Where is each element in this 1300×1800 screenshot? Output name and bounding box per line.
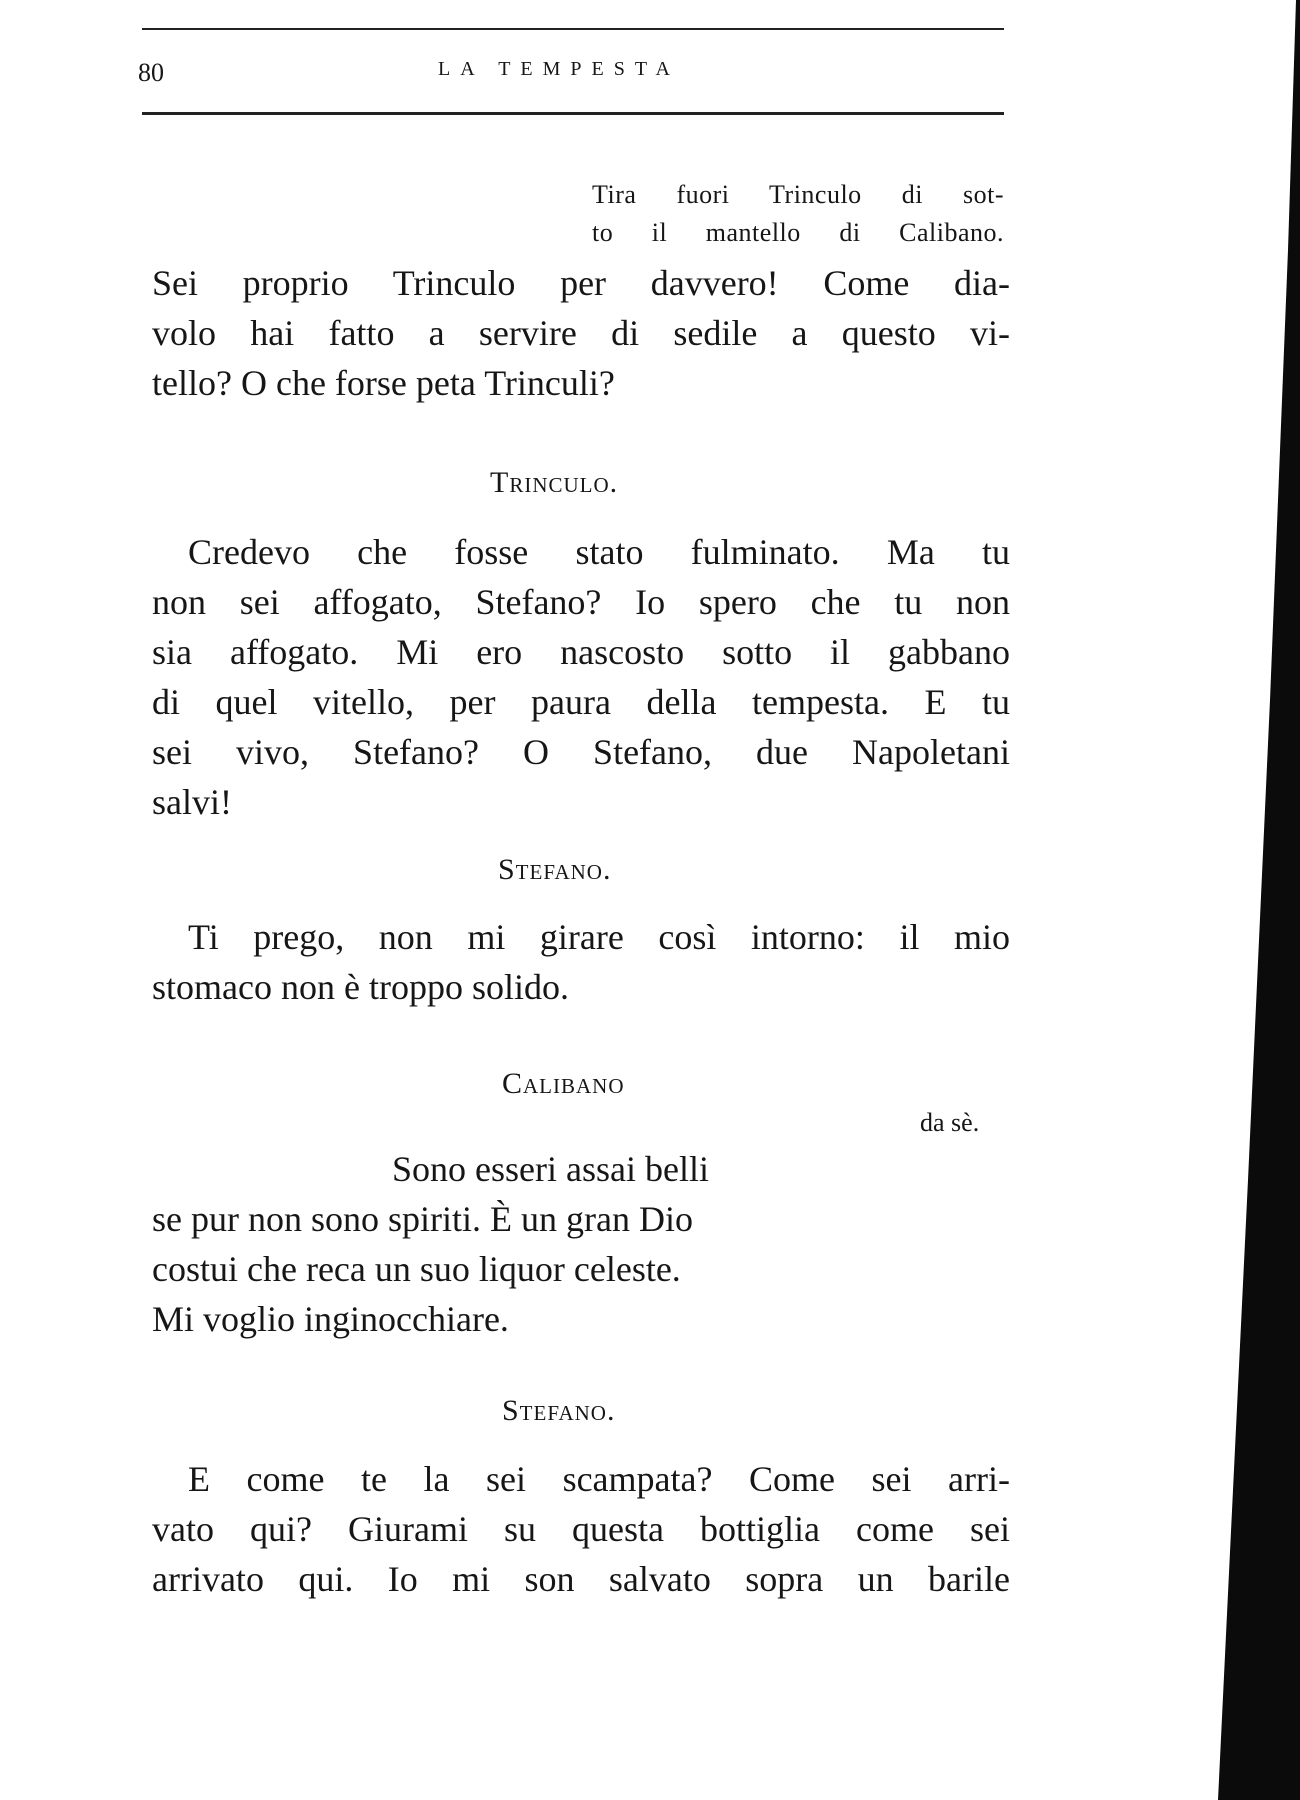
text-line: volo hai fatto a servire di sedile a questo vi- xyxy=(152,313,1010,353)
verse-line: costui che reca un suo liquor celeste. xyxy=(152,1249,681,1289)
stage-direction-line: to il mantello di Calibano. xyxy=(592,218,1004,247)
speech-block-2 xyxy=(152,527,1010,827)
speaker-name-stefano-2: Stefano. xyxy=(502,1394,616,1427)
verse-line: Sono esseri assai belli xyxy=(392,1149,709,1189)
text-line: E come te la sei scampata? Come sei arri- xyxy=(188,1459,1010,1499)
text-line: di quel vitello, per paura della tempesta. E tu xyxy=(152,682,1010,722)
verse-block xyxy=(152,1144,709,1344)
page-number: 80 xyxy=(138,58,164,87)
stage-direction xyxy=(592,176,1004,252)
text-line: salvi! xyxy=(152,782,232,822)
verse-line: Mi voglio inginocchiare. xyxy=(152,1299,509,1339)
header-top-rule xyxy=(142,28,1004,30)
speaker-name-stefano: Stefano. xyxy=(498,853,612,886)
speech-block-3 xyxy=(152,912,1010,1012)
text-line: tello? O che forse peta Trinculi? xyxy=(152,363,615,403)
verse-line: se pur non sono spiriti. È un gran Dio xyxy=(152,1199,693,1239)
text-line: Sei proprio Trinculo per davvero! Come dia- xyxy=(152,263,1010,303)
text-line: stomaco non è troppo solido. xyxy=(152,967,569,1007)
text-line: arrivato qui. Io mi son salvato sopra un barile xyxy=(152,1559,1010,1599)
text-line: Ti prego, non mi girare così intorno: il mio xyxy=(188,917,1010,957)
speech-block-1 xyxy=(152,258,1010,408)
header-bottom-rule xyxy=(142,112,1004,115)
text-line: sei vivo, Stefano? O Stefano, due Napoletani xyxy=(152,732,1010,772)
text-line: sia affogato. Mi ero nascosto sotto il gabbano xyxy=(152,632,1010,672)
text-line: Credevo che fosse stato fulminato. Ma tu xyxy=(188,532,1010,572)
text-line: non sei affogato, Stefano? Io spero che tu non xyxy=(152,582,1010,622)
speaker-name-calibano: Calibano xyxy=(502,1067,625,1100)
text-line: vato qui? Giurami su questa bottiglia come sei xyxy=(152,1509,1010,1549)
stage-direction-line: Tira fuori Trinculo di sot- xyxy=(592,180,1004,209)
speaker-name-trinculo: Trinculo. xyxy=(490,466,619,499)
running-title: LA TEMPESTA xyxy=(438,58,680,80)
stage-aside: da sè. xyxy=(920,1108,980,1137)
speech-block-4 xyxy=(152,1454,1010,1604)
